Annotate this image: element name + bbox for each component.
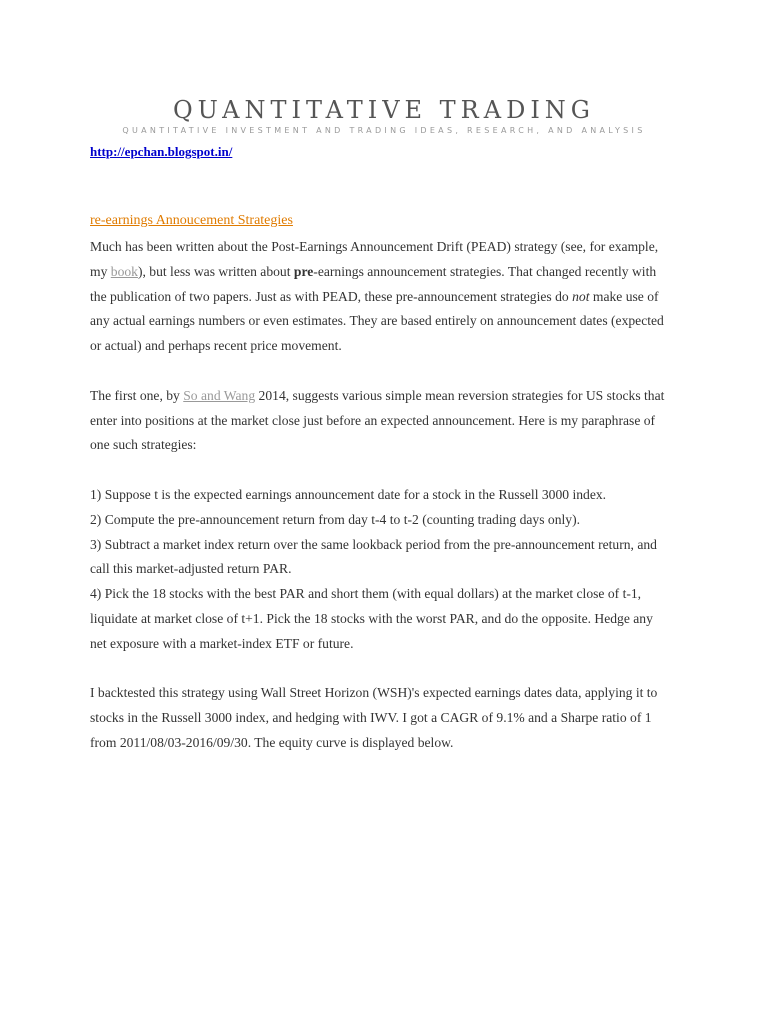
emphasis-not: not (572, 288, 590, 304)
paragraph-intro: Much has been written about the Post-Earnings Announcement Drift (PEAD) strategy (see, for example, my book), but less was written about pre-earnings announcement strategies. That changed recently with the publication of two papers. Just as with PEAD, these pre-announcement strategies do not make use of any actual earnings numbers or even estimates. They are based entirely on announcement dates (expected or actual) and perhaps recent price movement. (90, 239, 664, 354)
so-and-wang-link[interactable]: So and Wang (183, 387, 256, 403)
step-4: 4) Pick the 18 stocks with the best PAR and short them (with equal dollars) at the market close of t-1, (90, 586, 642, 602)
book-link[interactable]: book (110, 263, 138, 279)
strategy-steps: 1) Suppose t is the expected earnings announcement date for a stock in the Russell 3000 index. 2) Compute the pre-announcement return from day t-4 to t-2 (counting trading days only). 3) Subtract a market index return over the same lookback period from the pre-announcement return, and call this market-adjusted return PAR. 4) Pick the 18 stocks with the best PAR and short them (with equal dollars) at the market close of t-1, liquidate at market close of t+1. Pick the 18 stocks with the worst PAR, and do the opposite. Hedge any net exposure with a market-index ETF or future. (90, 486, 657, 651)
blog-url-link[interactable]: http://epchan.blogspot.in/ (90, 144, 233, 159)
blog-title: QUANTITATIVE TRADING (173, 96, 595, 124)
step-2: 2) Compute the pre-announcement return from day t-4 to t-2 (counting trading days only). (90, 511, 580, 527)
post-title[interactable]: re-earnings Annoucement Strategies (90, 213, 293, 228)
paragraph-so-and-wang: The first one, by So and Wang 2014, suggests various simple mean reversion strategies for US stocks that enter into positions at the market close just before an expected announcement. Here is my paraphrase of one such strategies: (90, 387, 665, 453)
step-3: 3) Subtract a market index return over the same lookback period from the pre-announcement return, and (90, 536, 657, 552)
post-body (90, 235, 690, 756)
blog-subtitle: QUANTITATIVE INVESTMENT AND TRADING IDEAS, RESEARCH, AND ANALYSIS (122, 126, 646, 135)
paragraph-backtest: I backtested this strategy using Wall Street Horizon (WSH)'s expected earnings dates data, applying it to stocks in the Russell 3000 index, and hedging with IWV. I got a CAGR of 9.1% and a Sharpe ratio of 1 from 2011/08/03-2016/09/30. The equity curve is displayed below. (90, 685, 658, 750)
step-1: 1) Suppose t is the expected earnings announcement date for a stock in the Russell 3000 index. (90, 486, 607, 502)
bold-pre: pre (293, 263, 314, 279)
